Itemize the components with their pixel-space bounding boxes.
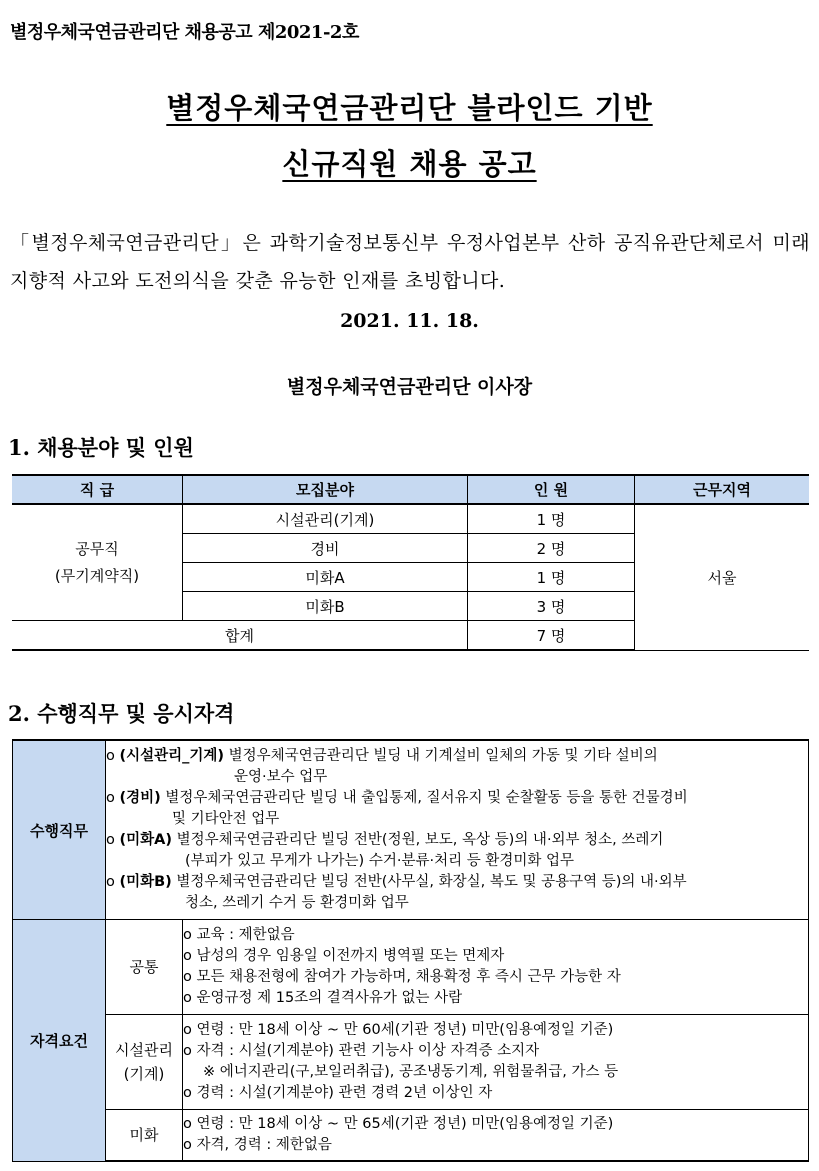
bullet: o — [106, 832, 115, 848]
req-line: o 운영규정 제 15조의 결격사유가 없는 사람 — [183, 990, 463, 1006]
req-line: o 모든 채용전형에 참여가 가능하며, 채용확정 후 즉시 근무 가능한 자 — [183, 969, 621, 985]
req-line: o 자격 : 시설(기계분야) 관련 기능사 이상 자격증 소지자 — [183, 1043, 540, 1059]
req-note: ※ 에너지관리(구,보일러취급), 공조냉동기계, 위험물취급, 가스 등 — [203, 1064, 619, 1080]
duty-qualification-table — [12, 739, 809, 1162]
staffing-table — [12, 474, 809, 651]
field-cell: 미화B — [183, 592, 468, 621]
count-cell: 1 명 — [468, 563, 635, 592]
duty-text: 별정우체국연금관리단 빌딩 전반(사무실, 화장실, 복도 및 공용구역 등)의 내·외부 — [176, 874, 687, 890]
section1-title: 1. 채용분야 및 인원 — [8, 435, 194, 460]
qual-label: 자격요건 — [13, 920, 106, 1162]
notice-number: 별정우체국연금관리단 채용공고 제2021-2호 — [10, 22, 359, 43]
facility-label — [106, 1015, 183, 1110]
notice-date: 2021. 11. 18. — [340, 310, 479, 332]
page-title-line1: 별정우체국연금관리단 블라인드 기반 — [166, 91, 653, 125]
bullet: o — [106, 874, 115, 890]
location-cell: 서울 — [635, 504, 810, 650]
duty-tag: (시설관리_기계) — [119, 748, 225, 764]
signer: 별정우체국연금관리단 이사장 — [286, 376, 533, 398]
duty-label: 수행직무 — [13, 740, 106, 920]
clean-content — [183, 1110, 809, 1162]
duty-item — [106, 830, 808, 872]
duty-row — [13, 740, 809, 920]
page-title-line2: 신규직원 채용 공고 — [282, 147, 537, 181]
duty-tag: (미화B) — [119, 874, 172, 890]
duty-content — [106, 740, 809, 920]
req-line: o 자격, 경력 : 제한없음 — [183, 1137, 332, 1153]
facility-label-line1: 시설관리 — [115, 1041, 173, 1059]
table-row — [12, 504, 809, 534]
common-label: 공통 — [106, 920, 183, 1015]
qual-facility-row — [13, 1015, 809, 1110]
duty-text-cont: (부피가 있고 무게가 나가는) 수거·분류·처리 등 환경미화 업무 — [185, 853, 574, 869]
grade-line1: 공무직 — [75, 539, 119, 558]
qual-clean-row — [13, 1110, 809, 1162]
facility-label-line2: (기계) — [123, 1065, 165, 1083]
req-line: o 연령 : 만 18세 이상 ~ 만 65세(기관 정년) 미만(임용예정일 기준) — [183, 1116, 614, 1132]
table-header-row — [12, 475, 809, 504]
header-count: 인 원 — [468, 475, 635, 504]
clean-label: 미화 — [106, 1110, 183, 1162]
duty-item — [106, 746, 808, 788]
header-location: 근무지역 — [635, 475, 810, 504]
req-line: o 경력 : 시설(기계분야) 관련 경력 2년 이상인 자 — [183, 1085, 493, 1101]
duty-text: 별정우체국연금관리단 빌딩 내 기계설비 일체의 가동 및 기타 설비의 — [228, 748, 658, 764]
common-content — [183, 920, 809, 1015]
total-count: 7 명 — [468, 621, 635, 651]
grade-cell — [12, 504, 183, 621]
duty-text-cont: 청소, 쓰레기 수거 등 환경미화 업무 — [185, 895, 409, 911]
duty-tag: (미화A) — [119, 832, 172, 848]
section2-title: 2. 수행직무 및 응시자격 — [8, 701, 235, 726]
bullet: o — [106, 790, 115, 806]
duty-text: 별정우체국연금관리단 빌딩 내 출입통제, 질서유지 및 순찰활동 등을 통한 건물경비 — [165, 790, 688, 806]
count-cell: 1 명 — [468, 504, 635, 534]
duty-text: 별정우체국연금관리단 빌딩 전반(정원, 보도, 옥상 등)의 내·외부 청소, 쓰레기 — [176, 832, 664, 848]
bullet: o — [106, 748, 115, 764]
total-label: 합계 — [12, 621, 468, 651]
qual-common-row — [13, 920, 809, 1015]
intro-paragraph: 「별정우체국연금관리단」은 과학기술정보통신부 우정사업본부 산하 공직유관단체로서 미래지향적 사고와 도전의식을 갖춘 유능한 인재를 초빙합니다. — [10, 232, 810, 292]
duty-text-cont: 운영·보수 업무 — [234, 769, 328, 785]
duty-item — [106, 872, 808, 914]
duty-text-cont: 및 기타안전 업무 — [172, 811, 280, 827]
req-line: o 연령 : 만 18세 이상 ~ 만 60세(기관 정년) 미만(임용예정일 기준) — [183, 1022, 614, 1038]
count-cell: 3 명 — [468, 592, 635, 621]
header-grade: 직 급 — [12, 475, 183, 504]
req-line: o 남성의 경우 임용일 이전까지 병역필 또는 면제자 — [183, 948, 505, 964]
field-cell: 시설관리(기계) — [183, 504, 468, 534]
field-cell: 미화A — [183, 563, 468, 592]
duty-tag: (경비) — [119, 790, 161, 806]
grade-line2: (무기계약직) — [54, 566, 140, 585]
facility-content — [183, 1015, 809, 1110]
count-cell: 2 명 — [468, 534, 635, 563]
header-field: 모집분야 — [183, 475, 468, 504]
req-line: o 교육 : 제한없음 — [183, 927, 295, 943]
field-cell: 경비 — [183, 534, 468, 563]
duty-item — [106, 788, 808, 830]
